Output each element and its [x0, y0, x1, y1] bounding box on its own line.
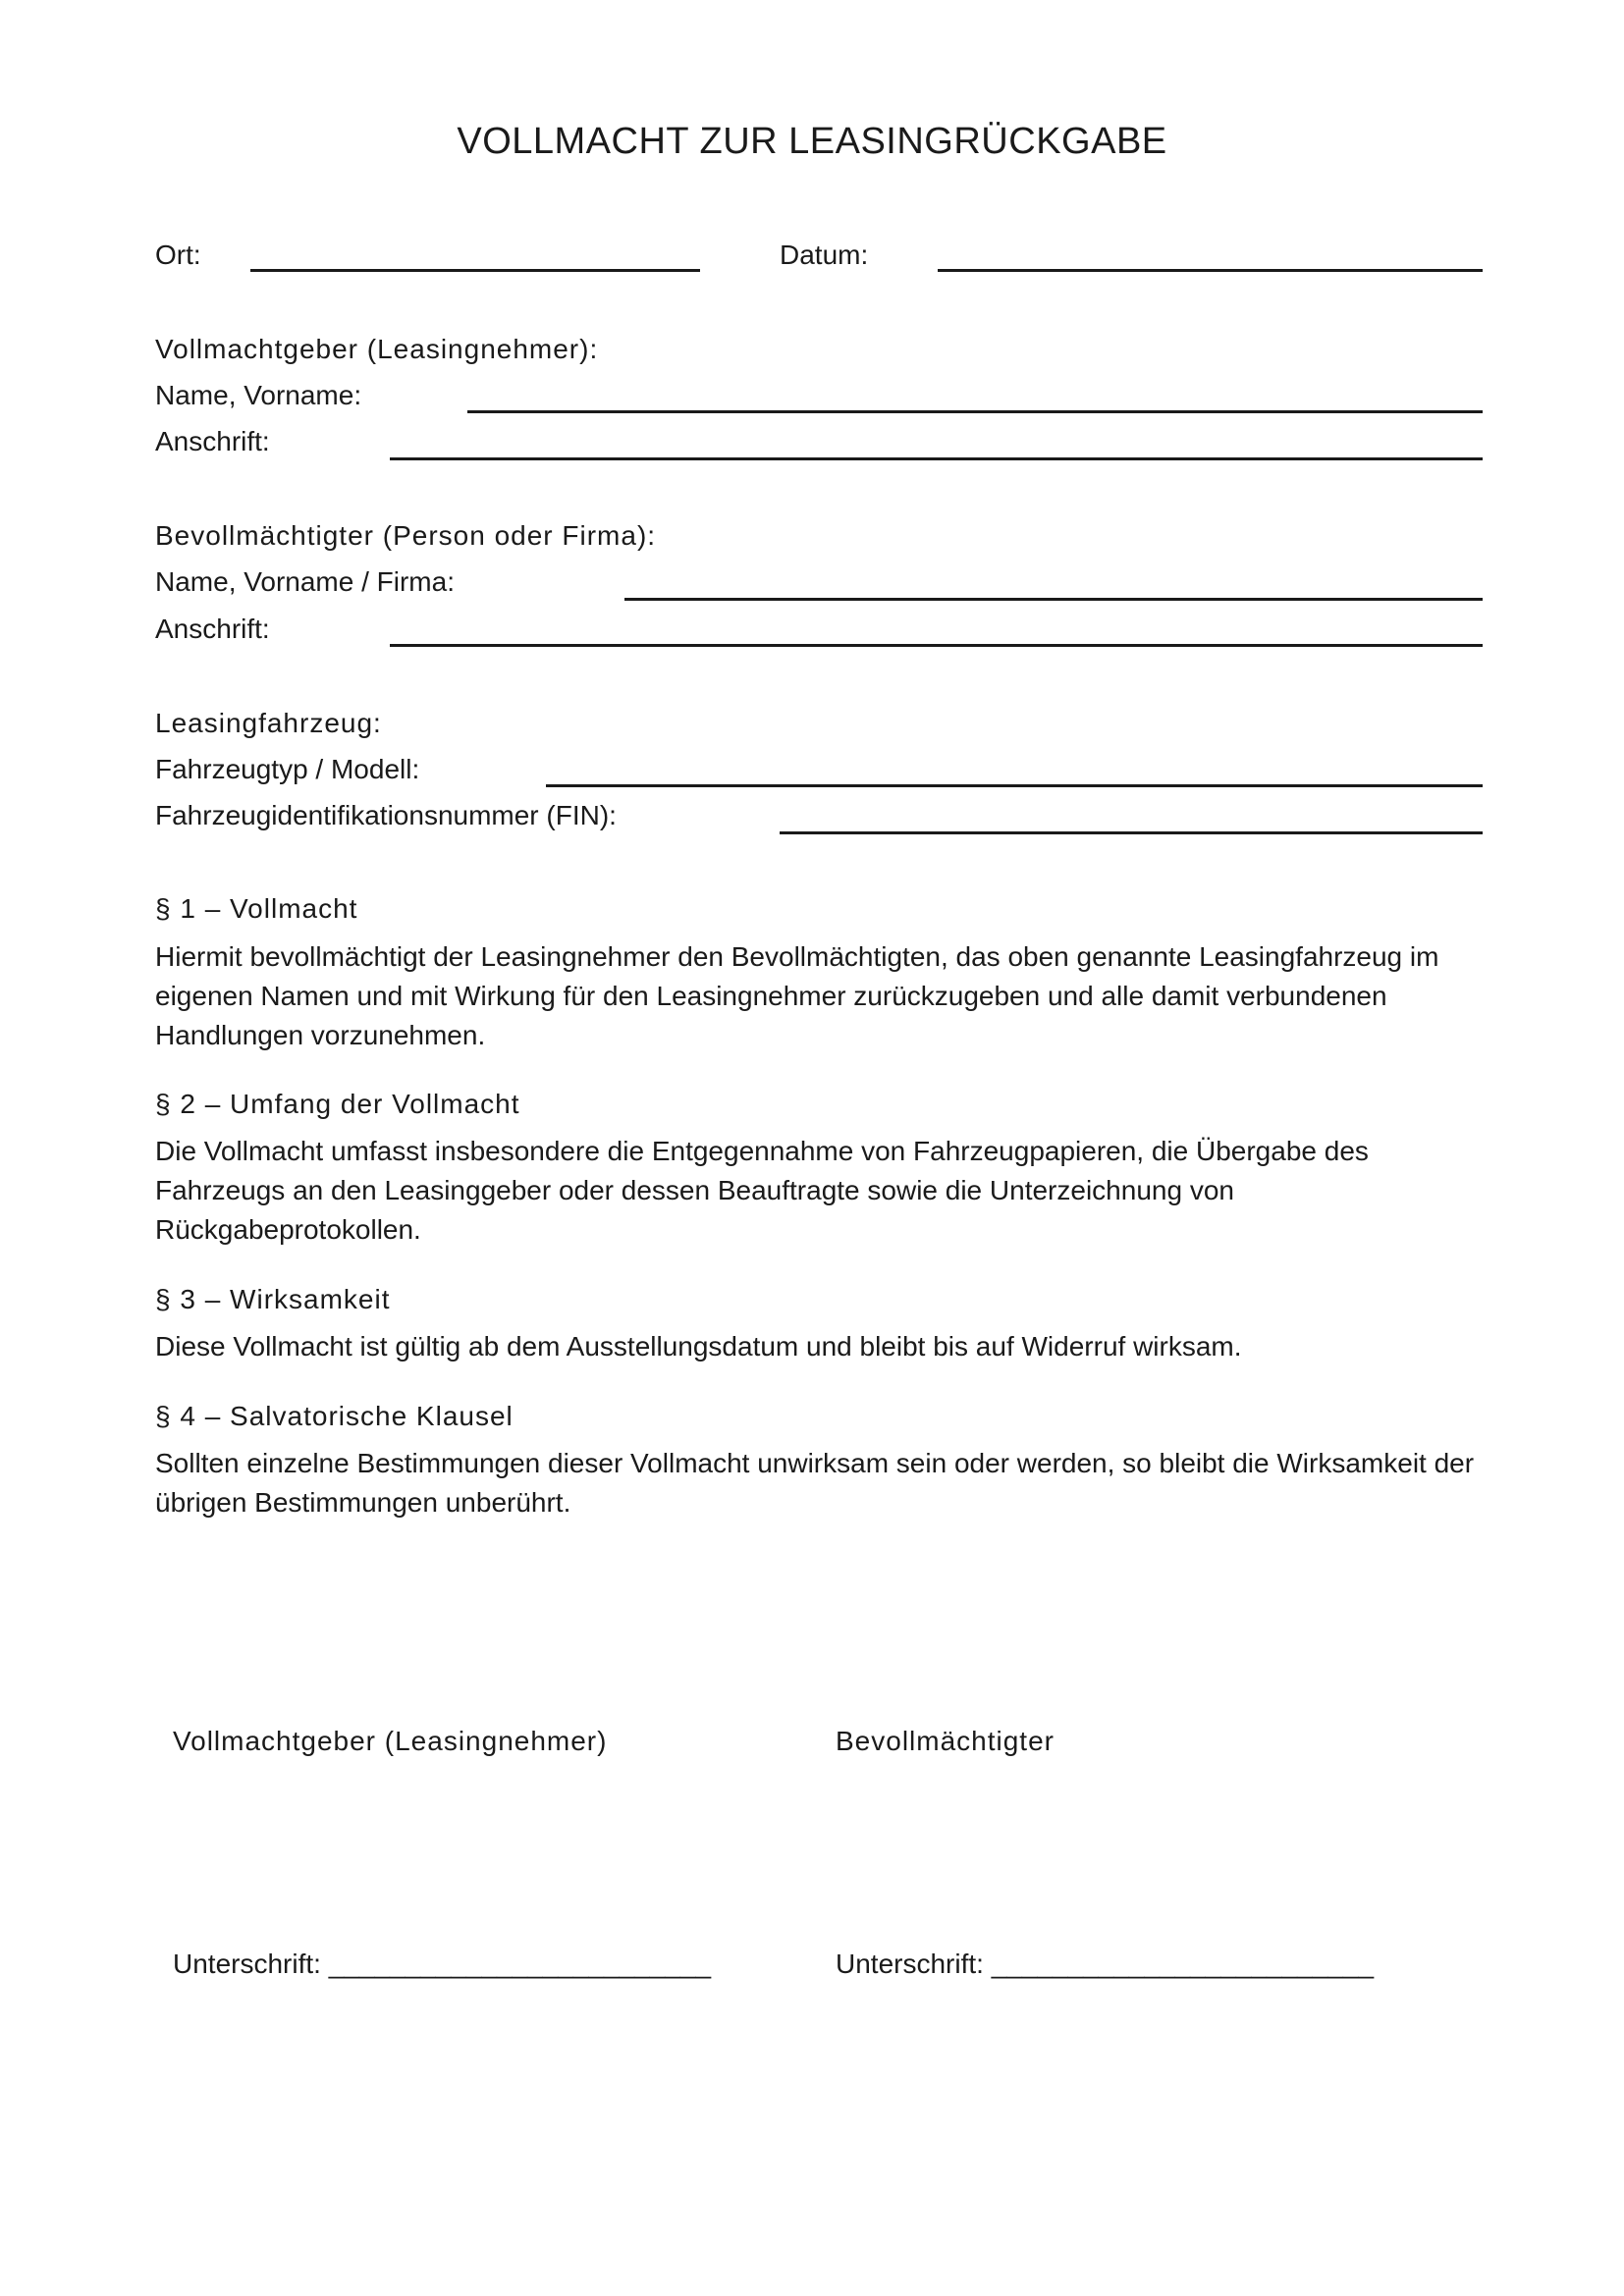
- bevollmaechtigter-name-field-line[interactable]: [624, 598, 1483, 601]
- fahrzeug-heading: Leasingfahrzeug:: [155, 708, 382, 738]
- bevollmaechtigter-heading: Bevollmächtigter (Person oder Firma):: [155, 520, 657, 551]
- vollmachtgeber-heading: Vollmachtgeber (Leasingnehmer):: [155, 334, 599, 364]
- signature-left-line[interactable]: Unterschrift: _________________________: [173, 1949, 712, 1979]
- section-4-heading: § 4 – Salvatorische Klausel: [155, 1401, 514, 1431]
- section-1-heading: § 1 – Vollmacht: [155, 893, 358, 924]
- vollmachtgeber-anschrift-label: Anschrift:: [155, 426, 270, 456]
- vollmachtgeber-name-field-line[interactable]: [467, 410, 1483, 413]
- datum-label: Datum:: [780, 240, 869, 270]
- section-1-text: Hiermit bevollmächtigt der Leasingnehmer den Bevollmächtigten, das oben genannte Leasingfahrzeug im eigenen Namen und mit Wirkung für den Leasingnehmer zurückzugeben und alle damit verbundenen Handlungen vorzunehmen.: [155, 941, 1439, 1050]
- bevollmaechtigter-anschrift-field-line[interactable]: [390, 644, 1483, 647]
- section-3-text: Diese Vollmacht ist gültig ab dem Ausstellungsdatum und bleibt bis auf Widerruf wirksam.: [155, 1331, 1242, 1362]
- bevollmaechtigter-anschrift-label: Anschrift:: [155, 614, 270, 644]
- section-4-text: Sollten einzelne Bestimmungen dieser Vollmacht unwirksam sein oder werden, so bleibt die Wirksamkeit der übrigen Bestimmungen unberührt.: [155, 1448, 1475, 1518]
- vollmachtgeber-anschrift-field-line[interactable]: [390, 457, 1483, 460]
- fahrzeugtyp-label: Fahrzeugtyp / Modell:: [155, 754, 420, 784]
- signature-right-heading: Bevollmächtigter: [836, 1726, 1055, 1756]
- fahrzeugtyp-field-line[interactable]: [546, 784, 1483, 787]
- vollmachtgeber-name-label: Name, Vorname:: [155, 380, 362, 410]
- signature-left-heading: Vollmachtgeber (Leasingnehmer): [173, 1726, 608, 1756]
- ort-label: Ort:: [155, 240, 201, 270]
- document-title: VOLLMACHT ZUR LEASINGRÜCKGABE: [457, 121, 1167, 162]
- signature-right-line[interactable]: Unterschrift: _________________________: [836, 1949, 1375, 1979]
- section-3-heading: § 3 – Wirksamkeit: [155, 1284, 391, 1314]
- section-2-text: Die Vollmacht umfasst insbesondere die Entgegennahme von Fahrzeugpapieren, die Übergabe des Fahrzeugs an den Leasinggeber oder dessen Beauftragte sowie die Unterzeichnung von Rückgabeprotokollen.: [155, 1136, 1369, 1245]
- bevollmaechtigter-name-label: Name, Vorname / Firma:: [155, 566, 455, 597]
- fin-field-line[interactable]: [780, 831, 1483, 834]
- ort-field-line[interactable]: [250, 269, 700, 272]
- datum-field-line[interactable]: [938, 269, 1483, 272]
- fin-label: Fahrzeugidentifikationsnummer (FIN):: [155, 800, 617, 830]
- section-2-heading: § 2 – Umfang der Vollmacht: [155, 1089, 520, 1119]
